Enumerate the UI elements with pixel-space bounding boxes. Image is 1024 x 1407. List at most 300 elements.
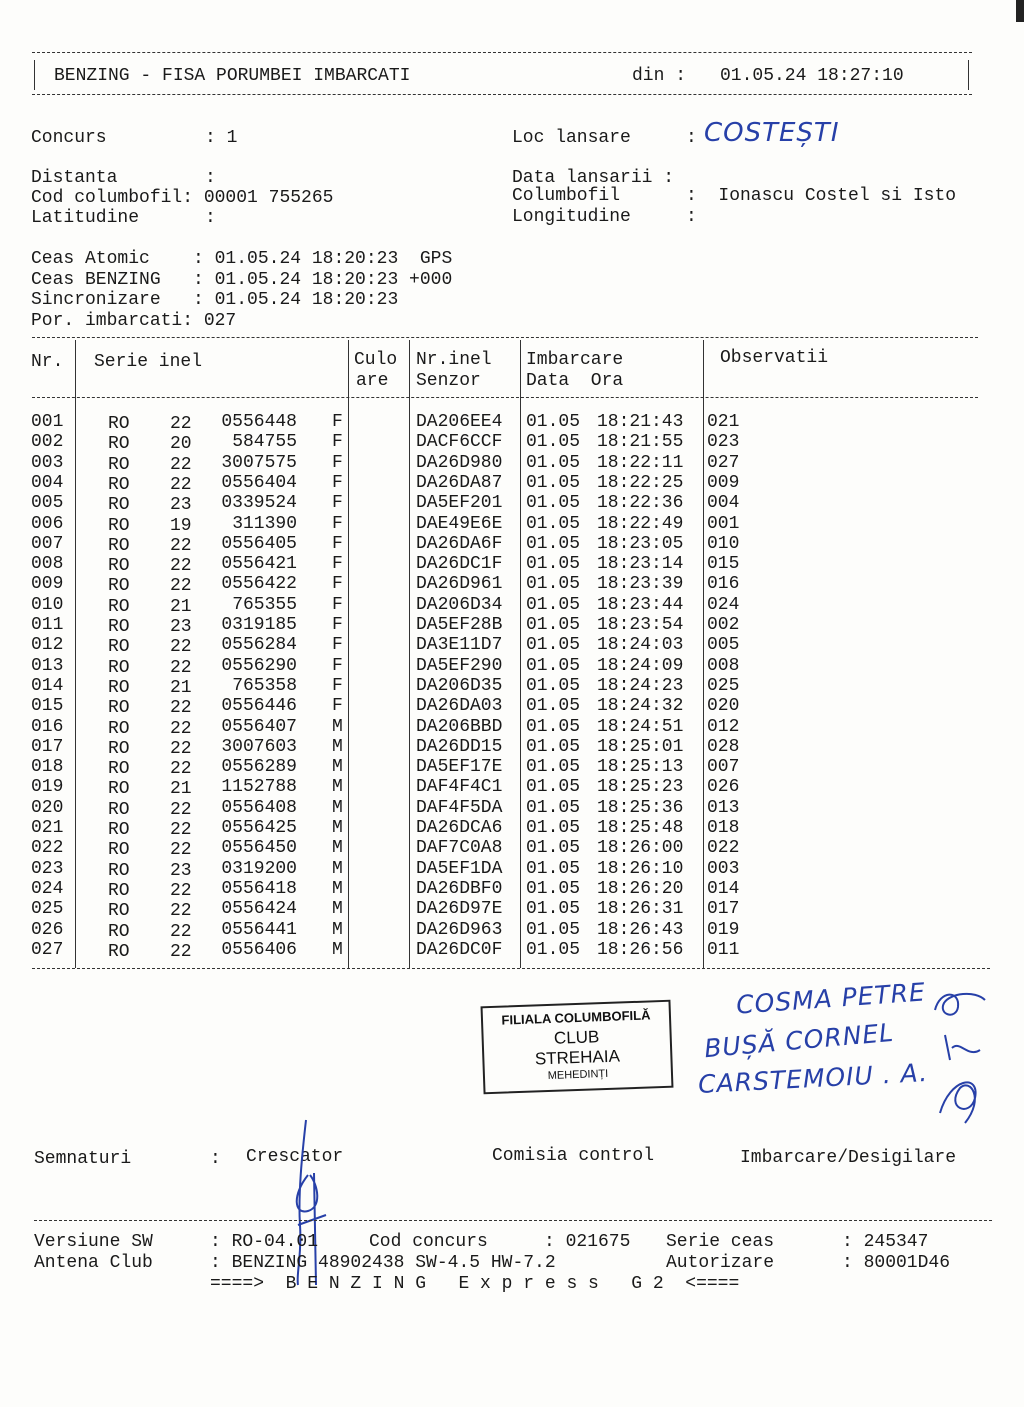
col-nr-inel-header-2: Senzor: [416, 371, 481, 391]
row-senzor: DA5EF201: [416, 493, 503, 514]
row-ora: 18:21:43: [597, 412, 684, 432]
row-tara: RO: [108, 617, 130, 637]
row-tara: RO: [108, 657, 130, 678]
row-inel: 0319185: [221, 615, 297, 635]
row-sex: F: [332, 574, 343, 595]
col-culoare-header-1: Culo: [354, 350, 398, 370]
col-nr-inel-header-1: Nr.inel: [416, 350, 492, 370]
row-nr: 026: [31, 919, 64, 940]
row-data: 01.05: [526, 858, 581, 879]
row-tara: RO: [108, 495, 130, 516]
row-tara: RO: [108, 556, 130, 577]
versiune-sw-label: Versiune SW: [34, 1232, 153, 1252]
row-nr: 014: [31, 675, 64, 696]
header-bottom-rule: [32, 94, 972, 95]
cod-concurs-label: Cod concurs: [369, 1232, 488, 1252]
row-inel: 3007575: [221, 452, 297, 473]
row-data: 01.05: [526, 939, 581, 960]
table-row: [0, 615, 1024, 635]
row-data: 01.05: [526, 818, 581, 838]
col-observatii-header: Observatii: [720, 348, 829, 368]
row-an: 22: [170, 901, 192, 922]
row-inel: 0556284: [221, 635, 297, 656]
row-ora: 18:24:51: [597, 716, 684, 737]
row-nr: 019: [31, 777, 64, 798]
row-data: 01.05: [526, 554, 581, 575]
benzing-express-banner: ====> B E N Z I N G E x p r e s s G 2 <====: [210, 1274, 740, 1294]
row-senzor: DA5EF17E: [416, 757, 503, 778]
row-observatii: 023: [707, 432, 740, 453]
table-row: [0, 595, 1024, 615]
row-senzor: DA26D980: [416, 452, 503, 473]
semnaturi-label: Semnaturi: [34, 1149, 132, 1169]
row-nr: 010: [31, 594, 64, 615]
row-senzor: DA26DC0F: [416, 939, 503, 960]
row-nr: 015: [31, 696, 64, 717]
row-tara: RO: [108, 718, 130, 739]
row-sex: F: [332, 432, 343, 453]
row-ora: 18:25:48: [597, 818, 684, 838]
row-sex: F: [332, 675, 343, 696]
row-data: 01.05: [526, 655, 581, 676]
row-tara: RO: [108, 515, 130, 536]
row-an: 22: [170, 474, 192, 495]
row-sex: F: [332, 493, 343, 514]
table-row: [0, 635, 1024, 658]
row-senzor: DA26DBF0: [416, 878, 503, 899]
row-ora: 18:22:11: [597, 452, 684, 473]
row-inel: 0556450: [221, 838, 297, 859]
row-nr: 002: [31, 432, 64, 453]
row-observatii: 024: [707, 594, 740, 615]
row-observatii: 010: [707, 533, 740, 554]
row-sex: M: [332, 818, 343, 838]
row-ora: 18:22:36: [597, 493, 684, 514]
row-tara: RO: [108, 738, 130, 759]
ceas-atomic: Ceas Atomic : 01.05.24 18:20:23 GPS: [31, 249, 453, 269]
row-data: 01.05: [526, 472, 581, 493]
stamp-line-4: MEHEDINȚI: [547, 1067, 609, 1083]
row-data: 01.05: [526, 594, 581, 615]
row-an: 20: [170, 434, 192, 455]
row-observatii: 020: [707, 696, 740, 717]
row-ora: 18:26:20: [597, 878, 684, 899]
header-right-border: [968, 60, 969, 90]
row-tara: RO: [108, 779, 130, 800]
table-row: [0, 656, 1024, 676]
row-observatii: 005: [707, 635, 740, 656]
autorizare-value: : 80001D46: [842, 1253, 951, 1273]
header-left-border: [34, 60, 35, 90]
row-nr: 012: [31, 635, 64, 656]
semnaturi-colon: :: [210, 1149, 221, 1169]
row-observatii: 026: [707, 777, 740, 798]
row-senzor: DA26DA03: [416, 696, 503, 717]
row-data: 01.05: [526, 513, 581, 534]
row-senzor: DAF4F4C1: [416, 777, 503, 798]
handwritten-name-1: COSMA PETRE: [735, 977, 927, 1020]
row-tara: RO: [108, 596, 130, 617]
row-inel: 0556421: [221, 554, 297, 575]
club-stamp: [481, 1000, 674, 1095]
row-sex: F: [332, 472, 343, 493]
concurs-value: : 1: [205, 128, 238, 148]
row-tara: RO: [108, 921, 130, 942]
table-row: [0, 838, 1024, 861]
table-row: [0, 899, 1024, 922]
row-tara: RO: [108, 454, 130, 475]
row-an: 21: [170, 596, 192, 617]
row-observatii: 007: [707, 757, 740, 778]
row-data: 01.05: [526, 675, 581, 696]
table-row: [0, 432, 1024, 455]
row-an: 22: [170, 414, 192, 434]
row-observatii: 012: [707, 716, 740, 737]
row-an: 21: [170, 677, 192, 698]
row-sex: M: [332, 757, 343, 778]
row-inel: 0556404: [221, 472, 297, 493]
row-data: 01.05: [526, 635, 581, 656]
row-senzor: DA206D34: [416, 594, 503, 615]
row-nr: 017: [31, 736, 64, 757]
row-an: 22: [170, 657, 192, 678]
row-nr: 007: [31, 533, 64, 554]
row-nr: 022: [31, 838, 64, 859]
table-row: [0, 554, 1024, 577]
row-senzor: DA26D97E: [416, 899, 503, 920]
row-data: 01.05: [526, 878, 581, 899]
row-an: 23: [170, 860, 192, 881]
footer-rule: [34, 1220, 992, 1221]
table-row: [0, 493, 1024, 516]
row-senzor: DACF6CCF: [416, 432, 503, 453]
stamp-line-2: CLUB: [553, 1027, 600, 1048]
row-inel: 3007603: [221, 736, 297, 757]
row-inel: 0556406: [221, 939, 297, 960]
row-an: 22: [170, 738, 192, 759]
latitudine-label: Latitudine: [31, 208, 140, 228]
row-nr: 004: [31, 472, 64, 493]
row-an: 22: [170, 698, 192, 719]
row-observatii: 015: [707, 554, 740, 575]
row-ora: 18:21:55: [597, 432, 684, 453]
row-observatii: 019: [707, 919, 740, 940]
row-nr: 005: [31, 493, 64, 514]
row-senzor: DA26DC1F: [416, 554, 503, 575]
initials-signature-2: [940, 1030, 985, 1065]
row-sex: F: [332, 554, 343, 575]
row-senzor: DAE49E6E: [416, 513, 503, 534]
cod-concurs-value: : 021675: [544, 1232, 631, 1252]
row-inel: 0556446: [221, 696, 297, 717]
row-inel: 765355: [232, 594, 297, 615]
row-inel: 0556422: [221, 574, 297, 595]
row-sex: M: [332, 777, 343, 798]
row-tara: RO: [108, 434, 130, 455]
row-sex: M: [332, 838, 343, 859]
row-senzor: DAF7C0A8: [416, 838, 503, 859]
row-observatii: 018: [707, 818, 740, 838]
row-observatii: 025: [707, 675, 740, 696]
row-senzor: DA26DA6F: [416, 533, 503, 554]
row-tara: RO: [108, 799, 130, 820]
table-row: [0, 879, 1024, 899]
table-bottom-rule: [32, 968, 990, 969]
table-row: [0, 859, 1024, 879]
row-data: 01.05: [526, 615, 581, 635]
table-top-rule: [32, 337, 978, 338]
row-tara: RO: [108, 576, 130, 597]
row-senzor: DA26D961: [416, 574, 503, 595]
row-sex: M: [332, 878, 343, 899]
antena-club-value: : BENZING 48902438 SW-4.5 HW-7.2: [210, 1253, 556, 1273]
row-data: 01.05: [526, 736, 581, 757]
row-inel: 0556448: [221, 412, 297, 432]
col-culoare-header-2: are: [356, 371, 389, 391]
row-inel: 0556289: [221, 757, 297, 778]
row-ora: 18:25:36: [597, 797, 684, 818]
row-senzor: DA206D35: [416, 675, 503, 696]
row-sex: M: [332, 939, 343, 960]
row-senzor: DA26D963: [416, 919, 503, 940]
distanta-label: Distanta: [31, 168, 118, 188]
row-observatii: 021: [707, 412, 740, 432]
row-an: 22: [170, 556, 192, 577]
row-sex: M: [332, 858, 343, 879]
row-sex: F: [332, 533, 343, 554]
header-top-rule: [32, 52, 972, 53]
row-ora: 18:22:25: [597, 472, 684, 493]
print-datetime: 01.05.24 18:27:10: [720, 66, 904, 86]
row-ora: 18:25:01: [597, 736, 684, 757]
row-tara: RO: [108, 820, 130, 840]
row-sex: F: [332, 615, 343, 635]
row-nr: 001: [31, 412, 64, 432]
row-tara: RO: [108, 840, 130, 861]
row-tara: RO: [108, 759, 130, 780]
table-header-rule: [32, 397, 978, 398]
row-senzor: DA206BBD: [416, 716, 503, 737]
initials-signature-3: [930, 1068, 990, 1128]
row-tara: RO: [108, 474, 130, 495]
row-sex: F: [332, 513, 343, 534]
sincronizare: Sincronizare : 01.05.24 18:20:23: [31, 290, 399, 310]
row-an: 23: [170, 495, 192, 516]
row-ora: 18:25:13: [597, 757, 684, 778]
row-observatii: 008: [707, 655, 740, 676]
columbofil-value: : Ionascu Costel si Isto: [686, 186, 957, 206]
row-ora: 18:23:39: [597, 574, 684, 595]
row-tara: RO: [108, 901, 130, 922]
table-row: [0, 777, 1024, 800]
row-observatii: 017: [707, 899, 740, 920]
row-an: 22: [170, 637, 192, 658]
row-inel: 1152788: [221, 777, 297, 798]
table-row: [0, 798, 1024, 818]
row-data: 01.05: [526, 838, 581, 859]
document-title: BENZING - FISA PORUMBEI IMBARCATI: [54, 66, 411, 86]
row-tara: RO: [108, 941, 130, 962]
row-data: 01.05: [526, 899, 581, 920]
row-tara: RO: [108, 637, 130, 658]
row-an: 22: [170, 718, 192, 739]
row-nr: 006: [31, 513, 64, 534]
row-observatii: 013: [707, 797, 740, 818]
row-data: 01.05: [526, 452, 581, 473]
row-ora: 18:23:54: [597, 615, 684, 635]
cod-columbofil: Cod columbofil: 00001 755265: [31, 188, 334, 208]
row-nr: 003: [31, 452, 64, 473]
row-inel: 0319200: [221, 858, 297, 879]
row-observatii: 004: [707, 493, 740, 514]
row-tara: RO: [108, 880, 130, 901]
row-inel: 0556441: [221, 919, 297, 940]
handwritten-name-3: CARSTEMOIU . A.: [697, 1057, 929, 1100]
row-observatii: 011: [707, 939, 740, 960]
row-data: 01.05: [526, 919, 581, 940]
row-ora: 18:23:14: [597, 554, 684, 575]
row-sex: M: [332, 736, 343, 757]
table-row: [0, 676, 1024, 696]
serie-ceas-label: Serie ceas: [666, 1232, 775, 1252]
row-observatii: 002: [707, 615, 740, 635]
row-sex: F: [332, 412, 343, 432]
din-label: din :: [632, 66, 687, 86]
row-sex: M: [332, 716, 343, 737]
stamp-line-1: FILIALA COLUMBOFILĂ: [501, 1007, 651, 1028]
row-nr: 008: [31, 554, 64, 575]
initials-signature-1: [930, 985, 990, 1025]
row-senzor: DA5EF28B: [416, 615, 503, 635]
table-row: [0, 534, 1024, 554]
row-nr: 024: [31, 878, 64, 899]
row-senzor: DA5EF290: [416, 655, 503, 676]
col-imbarcare-header-2: Data Ora: [526, 371, 624, 391]
row-data: 01.05: [526, 574, 581, 595]
longitudine-label: Longitudine: [512, 207, 631, 227]
row-observatii: 001: [707, 513, 740, 534]
row-nr: 023: [31, 858, 64, 879]
row-inel: 584755: [232, 432, 297, 453]
columbofil-label: Columbofil: [512, 186, 621, 206]
row-inel: 0339524: [221, 493, 297, 514]
row-ora: 18:24:23: [597, 675, 684, 696]
row-nr: 018: [31, 757, 64, 778]
row-inel: 0556290: [221, 655, 297, 676]
row-nr: 027: [31, 939, 64, 960]
row-ora: 18:26:31: [597, 899, 684, 920]
table-row: [0, 940, 1024, 960]
table-row: [0, 473, 1024, 493]
row-inel: 311390: [232, 513, 297, 534]
row-an: 22: [170, 454, 192, 475]
row-ora: 18:24:32: [597, 696, 684, 717]
versiune-sw-value: : RO-04.01: [210, 1232, 319, 1252]
row-senzor: DA3E11D7: [416, 635, 503, 656]
row-data: 01.05: [526, 412, 581, 432]
col-nr-header: Nr.: [31, 352, 64, 372]
row-an: 22: [170, 840, 192, 861]
ceas-benzing: Ceas BENZING : 01.05.24 18:20:23 +000: [31, 270, 453, 290]
row-an: 22: [170, 921, 192, 942]
table-row: [0, 737, 1024, 757]
row-ora: 18:26:10: [597, 858, 684, 879]
row-ora: 18:26:56: [597, 939, 684, 960]
row-inel: 0556424: [221, 899, 297, 920]
row-ora: 18:26:43: [597, 919, 684, 940]
row-nr: 009: [31, 574, 64, 595]
table-row: [0, 717, 1024, 737]
row-observatii: 028: [707, 736, 740, 757]
row-tara: RO: [108, 698, 130, 719]
table-row: [0, 574, 1024, 597]
autorizare-label: Autorizare: [666, 1253, 775, 1273]
row-ora: 18:22:49: [597, 513, 684, 534]
row-an: 22: [170, 535, 192, 556]
loc-lansare-colon: :: [686, 128, 697, 148]
col-imbarcare-header-1: Imbarcare: [526, 350, 624, 370]
serie-ceas-value: : 245347: [842, 1232, 929, 1252]
row-inel: 0556425: [221, 818, 297, 838]
row-nr: 011: [31, 615, 64, 635]
row-observatii: 003: [707, 858, 740, 879]
comisia-control-label: Comisia control: [492, 1146, 655, 1166]
distanta-colon: :: [205, 168, 216, 188]
row-an: 22: [170, 941, 192, 962]
handwritten-name-2: BUȘĂ CORNEL: [703, 1017, 896, 1064]
table-row: [0, 412, 1024, 432]
concurs-label: Concurs: [31, 128, 107, 148]
antena-club-label: Antena Club: [34, 1253, 153, 1273]
row-tara: RO: [108, 535, 130, 556]
row-nr: 016: [31, 716, 64, 737]
row-tara: RO: [108, 677, 130, 698]
row-nr: 020: [31, 797, 64, 818]
row-tara: RO: [108, 860, 130, 881]
row-senzor: DA26DA87: [416, 472, 503, 493]
loc-lansare-label: Loc lansare: [512, 128, 631, 148]
row-data: 01.05: [526, 493, 581, 514]
stamp-line-3: STREHAIA: [534, 1046, 621, 1069]
row-ora: 18:24:09: [597, 655, 684, 676]
row-inel: 0556405: [221, 533, 297, 554]
row-sex: F: [332, 655, 343, 676]
row-sex: F: [332, 452, 343, 473]
row-an: 22: [170, 820, 192, 840]
latitudine-colon: :: [205, 208, 216, 228]
table-row: [0, 757, 1024, 780]
row-nr: 025: [31, 899, 64, 920]
row-observatii: 022: [707, 838, 740, 859]
row-senzor: DA5EF1DA: [416, 858, 503, 879]
table-row: [0, 453, 1024, 473]
table-row: [0, 920, 1024, 940]
row-data: 01.05: [526, 797, 581, 818]
row-ora: 18:25:23: [597, 777, 684, 798]
table-row: [0, 514, 1024, 534]
imbarcare-desigilare-label: Imbarcare/Desigilare: [740, 1148, 957, 1168]
row-ora: 18:23:44: [597, 594, 684, 615]
row-inel: 0556418: [221, 878, 297, 899]
row-an: 19: [170, 515, 192, 536]
row-sex: M: [332, 899, 343, 920]
row-sex: M: [332, 919, 343, 940]
row-data: 01.05: [526, 716, 581, 737]
row-senzor: DA26DD15: [416, 736, 503, 757]
row-tara: RO: [108, 414, 130, 434]
row-an: 21: [170, 779, 192, 800]
table-row: [0, 818, 1024, 838]
